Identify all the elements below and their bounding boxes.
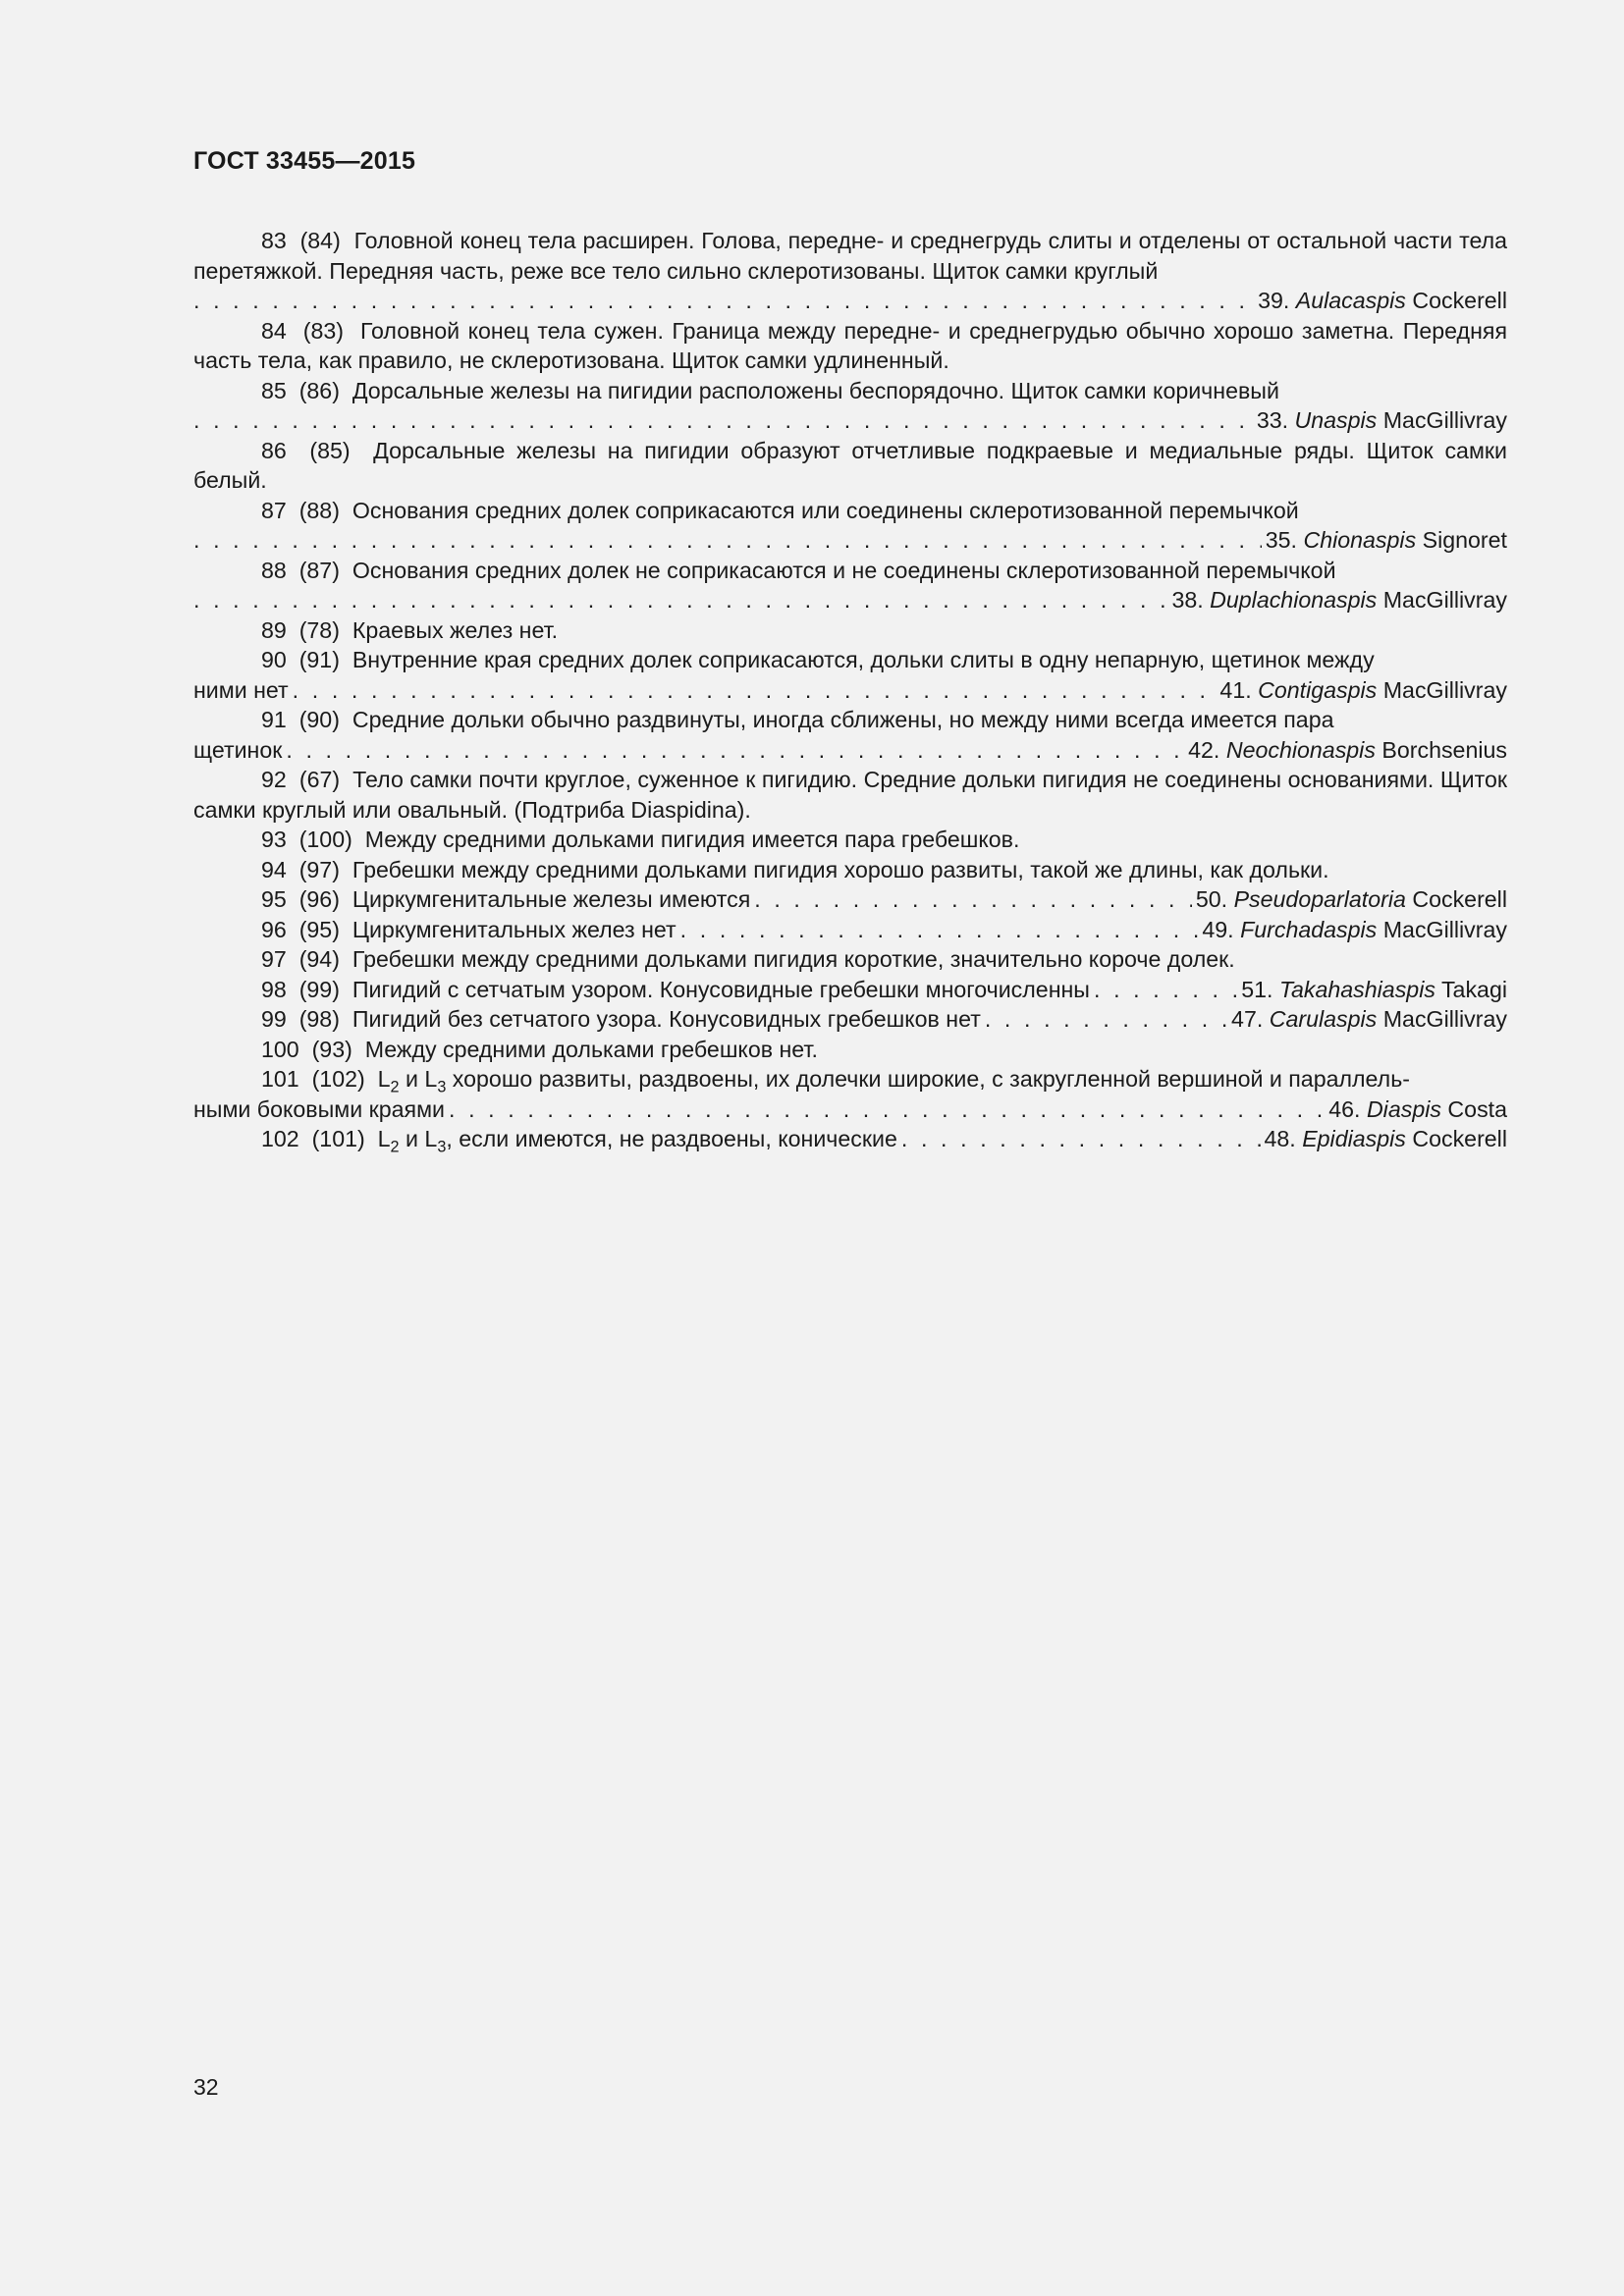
key-entry-101: 101 (102) $L_2$ и $L_3$ хорошо развиты, раздвоены, их долечки широкие, с закругленной вершиной и параллель- [261,1066,1411,1096]
key-result-83: . . . 39. Aulacaspis Cockerell [193,286,1507,316]
genus-name: Diaspis [1366,1095,1441,1122]
key-entry-102: 102 (101) $L_2$ и $L_3$, если имеются, не раздвоены, конические . . . 48. Epidiaspis Cockerell [193,1124,1507,1154]
genus-name: Epidiaspis [1302,1126,1406,1151]
identification-key [193,226,1507,1154]
key-entry-83: 83 (84) Головной конец тела расширен. Голова, передне- и среднегрудь слиты и отделены от остальной части тела перетяжкой. Передняя часть, реже все тело сильно склеротизованы. Щиток самки круглый [193,228,1508,284]
genus-name: Carulaspis [1269,1006,1378,1032]
leader-dots [1094,975,1237,1005]
key-entry-92: 92 (67) Тело самки почти круглое, суженное к пигидию. Средние дольки пигидия не соединены основаниями. Щиток самки круглый или овальный. (Подтриба Diaspidina). [193,767,1507,823]
key-entry-91: 91 (90) Средние дольки обычно раздвинуты, иногда сближены, но между ними всегда имеется пара [261,707,1334,732]
key-entry-85: 85 (86) Дорсальные железы на пигидии расположены беспорядочно. Щиток самки коричневый [261,377,1279,403]
leader-dots [193,405,1253,436]
leader-dots [449,1095,1325,1125]
genus-name: Duplachionaspis [1210,587,1378,613]
key-result-88: . . . 38. Duplachionaspis MacGillivray [193,585,1507,615]
leader-dots [754,884,1192,915]
leader-dots [985,1004,1227,1035]
key-entry-97: 97 (94) Гребешки между средними дольками пигидия короткие, значительно короче долек. [261,946,1235,972]
key-entry-95: 95 (96) Циркумгенитальные железы имеются . . . 50. Pseudoparlatoria Cockerell [193,884,1507,915]
key-result-87: . . . 35. Chionaspis Signoret [193,525,1507,556]
genus-name: Unaspis [1294,407,1378,433]
key-entry-86: 86 (85) Дорсальные железы на пигидии образуют отчетливые подкраевые и медиальные ряды. Щиток самки белый. [193,437,1507,493]
key-result-85: . . . 33. Unaspis MacGillivray [193,405,1507,436]
key-entry-88: 88 (87) Основания средних долек не соприкасаются и не соединены склеротизованной перемычкой [261,557,1336,583]
page-header-title: ГОСТ 33455—2015 [193,147,416,175]
key-entry-96: 96 (95) Циркумгенитальных желез нет . . . 49. Furchadaspis MacGillivray [193,915,1507,945]
key-result-91: щетинок . . . 42. Neochionaspis Borchsenius [193,735,1507,766]
key-entry-98: 98 (99) Пигидий с сетчатым узором. Конусовидные гребешки многочисленны . . . 51. Takahashiaspis Takagi [193,975,1507,1005]
key-entry-87: 87 (88) Основания средних долек соприкасаются или соединены склеротизованной перемычкой [261,497,1299,523]
key-entry-94: 94 (97) Гребешки между средними дольками пигидия хорошо развиты, такой же длины, как дольки. [261,856,1329,882]
key-entry-93: 93 (100) Между средними дольками пигидия имеется пара гребешков. [261,827,1020,852]
key-entry-90: 90 (91) Внутренние края средних долек соприкасаются, дольки слиты в одну непарную, щетинок между [261,647,1375,672]
page-number: 32 [193,2074,219,2100]
key-result-101: ными боковыми краями . . . 46. Diaspis Costa [193,1095,1507,1125]
genus-name: Chionaspis [1303,527,1417,553]
genus-name: Contigaspis [1258,676,1378,703]
genus-name: Aulacaspis [1295,288,1406,313]
genus-name: Furchadaspis [1240,916,1378,942]
leader-dots [193,585,1167,615]
genus-name: Takahashiaspis [1278,976,1435,1002]
key-entry-100: 100 (93) Между средними дольками гребешков нет. [261,1036,818,1062]
leader-dots [680,915,1199,945]
genus-name: Pseudoparlatoria [1233,886,1406,912]
genus-name: Neochionaspis [1225,736,1376,763]
leader-dots [293,675,1217,706]
leader-dots [193,286,1254,316]
key-entry-99: 99 (98) Пигидий без сетчатого узора. Конусовидных гребешков нет . . . 47. Carulaspis MacGillivray [193,1004,1507,1035]
key-entry-89: 89 (78) Краевых желез нет. [261,616,559,643]
leader-dots [286,735,1184,766]
leader-dots [901,1124,1261,1154]
key-result-90: ними нет . . . 41. Contigaspis MacGillivray [193,675,1507,706]
leader-dots [193,525,1262,556]
key-entry-84: 84 (83) Головной конец тела сужен. Граница между передне- и среднегрудью обычно хорошо заметна. Передняя часть тела, как правило, не склеротизована. Щиток самки удлиненный. [193,317,1507,373]
